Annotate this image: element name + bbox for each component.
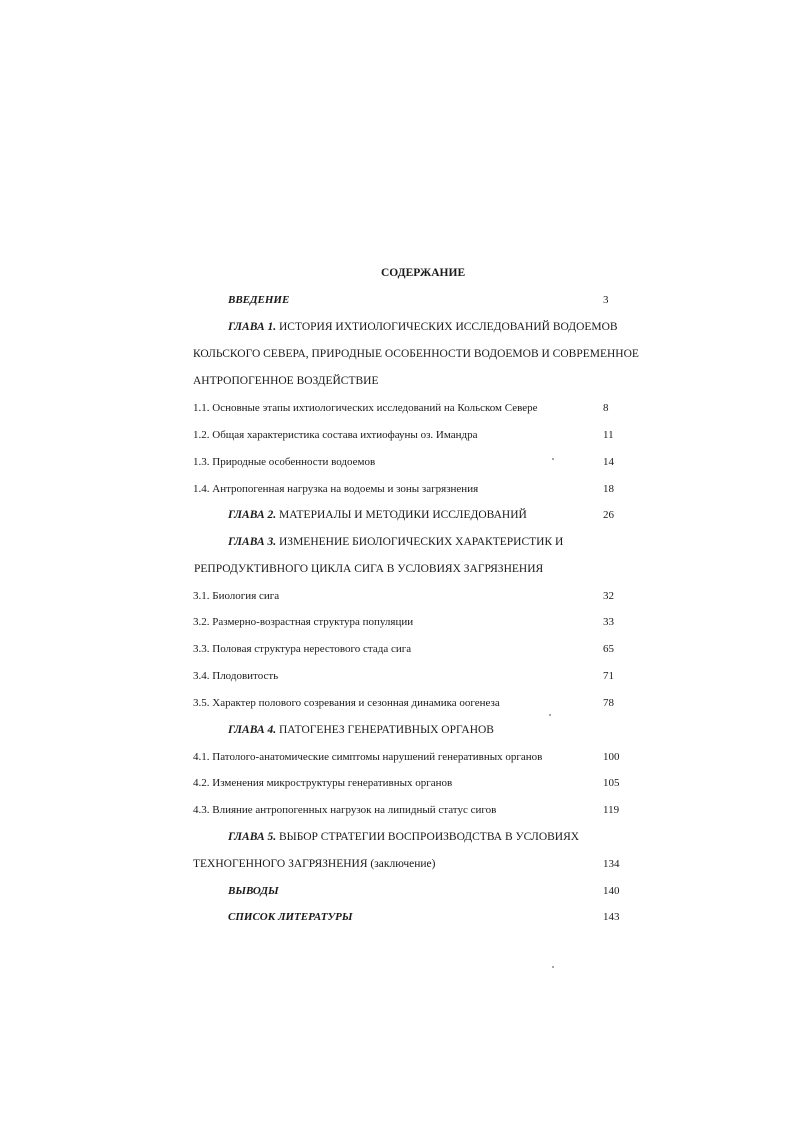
references-label: СПИСОК ЛИТЕРАТУРЫ xyxy=(228,911,353,923)
chapter-1-heading-line-1 xyxy=(228,320,618,334)
section-4-3: 4.3. Влияние антропогенных нагрузок на липидный статус сигов xyxy=(193,804,497,816)
chapter-3-title-2: РЕПРОДУКТИВНОГО ЦИКЛА СИГА В УСЛОВИЯХ ЗАГРЯЗНЕНИЯ xyxy=(194,563,544,575)
chapter-5-title-2: ТЕХНОГЕННОГО ЗАГРЯЗНЕНИЯ (заключение) xyxy=(193,858,436,870)
section-3-5: 3.5. Характер полового созревания и сезонная динамика оогенеза xyxy=(193,697,500,709)
chapter-5-title-1: ВЫБОР СТРАТЕГИИ ВОСПРОИЗВОДСТВА В УСЛОВИЯХ xyxy=(276,831,580,843)
section-4-3-page: 119 xyxy=(603,804,620,816)
scan-speck xyxy=(552,458,554,460)
toc-title: СОДЕРЖАНИЕ xyxy=(381,267,466,279)
chapter-1-label: ГЛАВА 1. xyxy=(228,321,277,333)
chapter-3-heading-line-1 xyxy=(228,535,563,549)
chapter-1-title-3: АНТРОПОГЕННОЕ ВОЗДЕЙСТВИЕ xyxy=(193,375,379,387)
section-3-4-page: 71 xyxy=(603,670,614,682)
chapter-3-label: ГЛАВА 3. xyxy=(228,536,277,548)
section-3-2: 3.2. Размерно-возрастная структура популяции xyxy=(193,616,414,628)
chapter-5-page: 134 xyxy=(603,858,620,870)
section-4-2: 4.2. Изменения микроструктуры генеративных органов xyxy=(193,777,453,789)
intro-label: ВВЕДЕНИЕ xyxy=(228,294,290,306)
chapter-4-heading xyxy=(228,723,494,737)
chapter-4-label: ГЛАВА 4. xyxy=(228,724,277,736)
section-3-5-page: 78 xyxy=(603,697,614,709)
chapter-4-title: ПАТОГЕНЕЗ ГЕНЕРАТИВНЫХ ОРГАНОВ xyxy=(276,724,494,736)
chapter-1-title-1: ИСТОРИЯ ИХТИОЛОГИЧЕСКИХ ИССЛЕДОВАНИЙ ВОДОЕМОВ xyxy=(276,321,618,333)
section-3-1-page: 32 xyxy=(603,590,614,602)
section-1-3-page: 14 xyxy=(603,456,614,468)
conclusions-page: 140 xyxy=(603,885,620,897)
chapter-2-page: 26 xyxy=(603,509,614,521)
chapter-2-label: ГЛАВА 2. xyxy=(228,509,277,521)
section-3-2-page: 33 xyxy=(603,616,614,628)
intro-page: 3 xyxy=(603,294,609,306)
section-4-1-page: 100 xyxy=(603,751,620,763)
chapter-5-label: ГЛАВА 5. xyxy=(228,831,277,843)
section-1-4-page: 18 xyxy=(603,483,614,495)
chapter-3-title-1: ИЗМЕНЕНИЕ БИОЛОГИЧЕСКИХ ХАРАКТЕРИСТИК И xyxy=(276,536,564,548)
section-1-3: 1.3. Природные особенности водоемов xyxy=(193,456,376,468)
chapter-5-heading-line-1 xyxy=(228,830,579,844)
section-3-1: 3.1. Биология сига xyxy=(193,590,280,602)
conclusions-label: ВЫВОДЫ xyxy=(228,885,279,897)
section-1-1: 1.1. Основные этапы ихтиологических исследований на Кольском Севере xyxy=(193,402,538,414)
section-3-3: 3.3. Половая структура нерестового стада сига xyxy=(193,643,412,655)
section-1-2-page: 11 xyxy=(603,429,614,441)
section-1-4: 1.4. Антропогенная нагрузка на водоемы и зоны загрязнения xyxy=(193,483,479,495)
chapter-2-title: МАТЕРИАЛЫ И МЕТОДИКИ ИССЛЕДОВАНИЙ xyxy=(276,509,527,521)
references-page: 143 xyxy=(603,911,620,923)
section-1-2: 1.2. Общая характеристика состава ихтиофауны оз. Имандра xyxy=(193,429,478,441)
section-4-2-page: 105 xyxy=(603,777,620,789)
section-3-3-page: 65 xyxy=(603,643,614,655)
scan-speck xyxy=(549,714,551,716)
section-3-4: 3.4. Плодовитость xyxy=(193,670,279,682)
chapter-1-title-2: КОЛЬСКОГО СЕВЕРА, ПРИРОДНЫЕ ОСОБЕННОСТИ ВОДОЕМОВ И СОВРЕМЕННОЕ xyxy=(193,348,639,360)
section-1-1-page: 8 xyxy=(603,402,609,414)
chapter-2-heading xyxy=(228,508,527,522)
scan-speck xyxy=(552,966,554,968)
section-4-1: 4.1. Патолого-анатомические симптомы нарушений генеративных органов xyxy=(193,751,543,763)
